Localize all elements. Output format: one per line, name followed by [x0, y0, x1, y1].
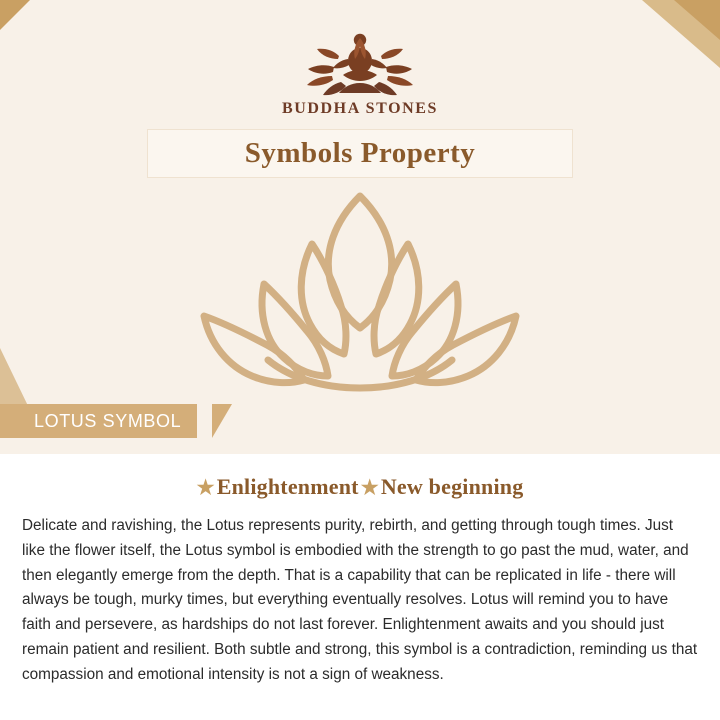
page-title: Symbols Property [244, 137, 476, 169]
lotus-meditation-figure-icon [285, 26, 435, 96]
corner-ornament-mid-left [0, 348, 30, 410]
description-body: Delicate and ravishing, the Lotus represents purity, rebirth, and getting through tough times. Just like the flower itself, the Lotus symbol is embodied with the strength to go past the mud, water, and then elegantly emerge from the depth. That is a capability that can be replicated in life - there will always be tough, murky times, but everything eventually resolves. Lotus will remind you to have faith and persevere, as hardships do not last forever. Enlightenment awaits and you should just remain patient and resilient. Both subtle and strong, this symbol is a contradiction, reminding us that compassion and emotional intensity is not a sign of weakness. [22, 517, 698, 683]
brand-header [0, 26, 720, 118]
brand-name: BUDDHA STONES [281, 100, 439, 117]
subheading-enlightenment: Enlightenment [216, 474, 359, 499]
section-subheading [0, 474, 720, 500]
page-title-band [148, 130, 572, 177]
ribbon-label: LOTUS SYMBOL [34, 410, 182, 431]
lotus-symbol-ribbon [0, 404, 197, 438]
subheading-new-beginning: New beginning [380, 474, 524, 499]
star-icon-left: ★ [196, 477, 215, 499]
star-icon-right: ★ [360, 477, 379, 499]
ribbon-tail [212, 404, 232, 438]
description-panel [0, 454, 720, 720]
lotus-flower-illustration [160, 188, 560, 398]
